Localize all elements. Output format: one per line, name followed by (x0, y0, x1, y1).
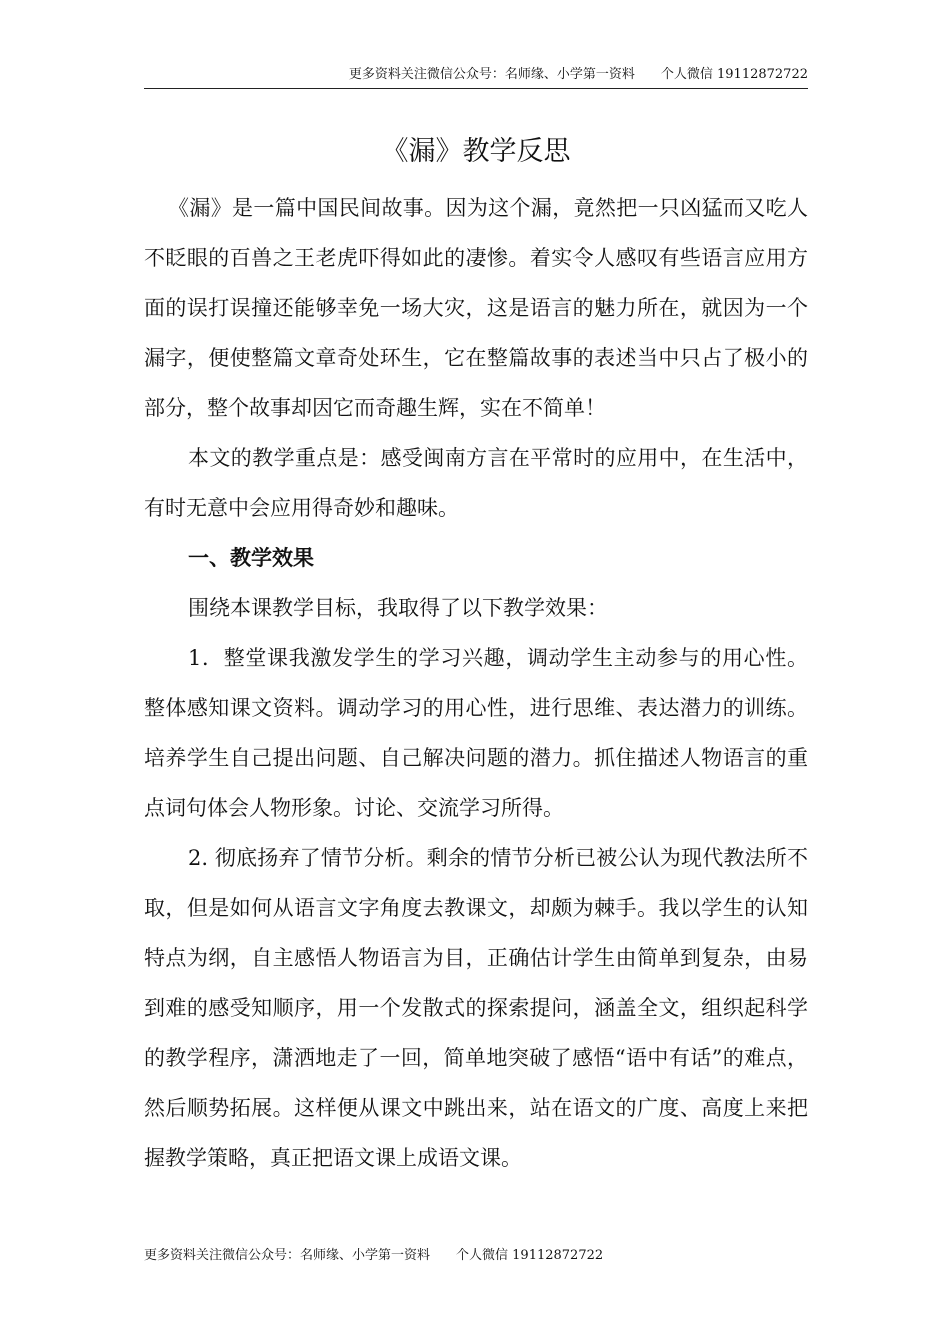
footer-wechat-note: 更多资料关注微信公众号：名师缘、小学第一资料 (144, 1248, 431, 1263)
footer-contact: 个人微信 19112872722 (456, 1248, 604, 1263)
page-footer (144, 1246, 603, 1266)
section-heading-teaching-effect: 一、教学效果 (188, 545, 314, 570)
header-contact: 个人微信 19112872722 (660, 67, 808, 82)
document-body (144, 183, 808, 1183)
section-lead-paragraph: 围绕本课教学目标，我取得了以下教学效果： (188, 596, 608, 620)
document-title: 《漏》教学反思 (381, 136, 571, 167)
intro-paragraph: 《漏》是一篇中国民间故事。因为这个漏，竟然把一只凶猛而又吃人不眨眼的百兽之王老虎吓得如此的凄惨。着实令人感叹有些语言应用方面的误打误撞还能够幸免一场大灾，这是语言的魅力所在，就因为一个漏字，便使整篇文章奇处环生，它在整篇故事的表述当中只占了极小的部分，整个故事却因它而奇趣生辉，实在不简单！ (144, 196, 808, 420)
item-1-paragraph: 1．整堂课我激发学生的学习兴趣，调动学生主动参与的用心性。整体感知课文资料。调动学习的用心性，进行思维、表达潜力的训练。培养学生自己提出问题、自己解决问题的潜力。抓住描述人物语言的重点词句体会人物形象。讨论、交流学习所得。 (144, 646, 808, 820)
header-wechat-note: 更多资料关注微信公众号：名师缘、小学第一资料 (348, 67, 635, 82)
item-2-paragraph: 2. 彻底扬弃了情节分析。剩余的情节分析已被公认为现代教法所不取，但是如何从语言文字角度去教课文，却颇为棘手。我以学生的认知特点为纲，自主感悟人物语言为目，正确估计学生由简单到复杂，由易到难的感受知顺序，用一个发散式的探索提问，涵盖全文，组织起科学的教学程序，潇洒地走了一回，简单地突破了感悟“语中有话”的难点，然后顺势拓展。这样便从课文中跳出来，站在语文的广度、高度上来把握教学策略，真正把语文课上成语文课。 (144, 846, 808, 1170)
focus-paragraph: 本文的教学重点是：感受闽南方言在平常时的应用中，在生活中，有时无意中会应用得奇妙和趣味。 (144, 446, 808, 520)
page-header (144, 64, 808, 89)
